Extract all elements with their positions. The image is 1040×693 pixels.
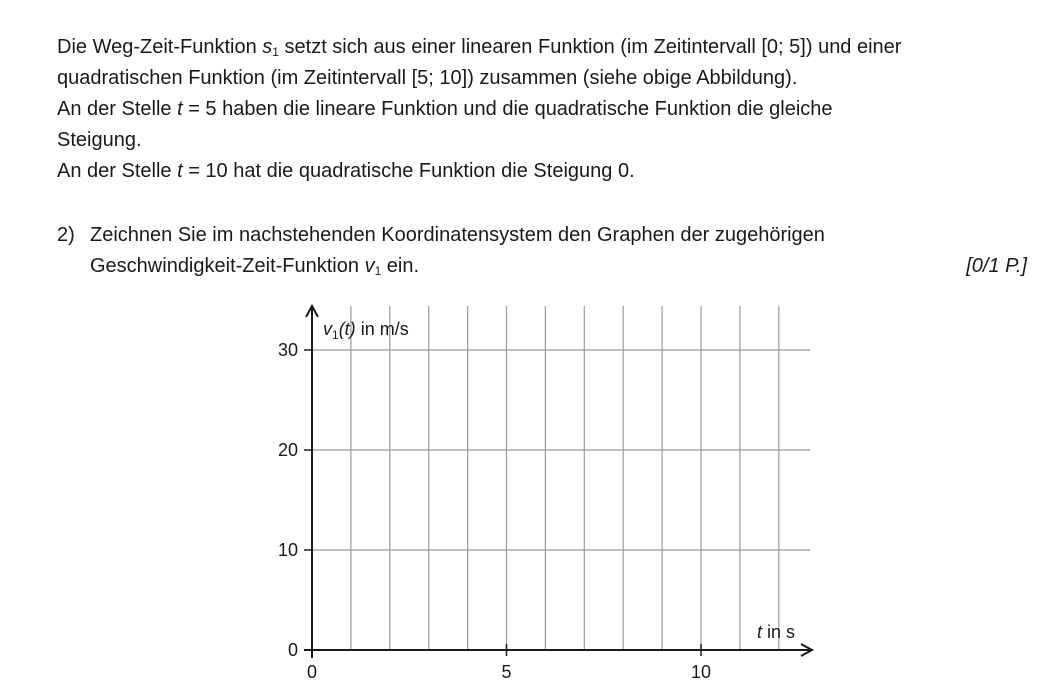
chart-grid <box>312 306 810 650</box>
task-number: 2) <box>57 224 75 246</box>
task-line-2: Geschwindigkeit-Zeit-Funktion $v_1$ ein. <box>90 255 420 278</box>
y-tick-label: 10 <box>277 540 298 560</box>
description-line-4: Steigung. <box>57 129 142 151</box>
y-axis-label: $v_1(t)$ in m/s <box>323 319 409 342</box>
task-points: [0/1 P.] <box>966 255 1027 277</box>
chart-ticks <box>278 340 711 682</box>
x-axis-label: t in s <box>757 622 796 642</box>
description-line-5: An der Stelle t = 10 hat die quadratische Funktion die Steigung 0. <box>57 160 635 182</box>
x-tick-label: 10 <box>690 662 712 682</box>
y-tick-label: 30 <box>277 340 298 360</box>
description-line-2: quadratischen Funktion (im Zeitintervall [5; 10]) zusammen (siehe obige Abbildung). <box>57 67 798 89</box>
y-tick-label: 0 <box>287 640 298 660</box>
y-tick-label: 20 <box>277 440 298 460</box>
description-line-3: An der Stelle t = 5 haben die lineare Funktion und die quadratische Funktion die gleiche <box>57 98 833 120</box>
chart-axes <box>304 306 812 658</box>
chart-labels <box>323 319 795 642</box>
x-tick-label: 0 <box>306 662 318 682</box>
task-line-1: Zeichnen Sie im nachstehenden Koordinatensystem den Graphen der zugehörigen <box>90 224 825 246</box>
description-line-1: Die Weg-Zeit-Funktion $s_1$ setzt sich aus einer linearen Funktion (im Zeitintervall [0; 5]) und einer <box>57 36 902 59</box>
x-tick-label: 5 <box>501 662 512 682</box>
